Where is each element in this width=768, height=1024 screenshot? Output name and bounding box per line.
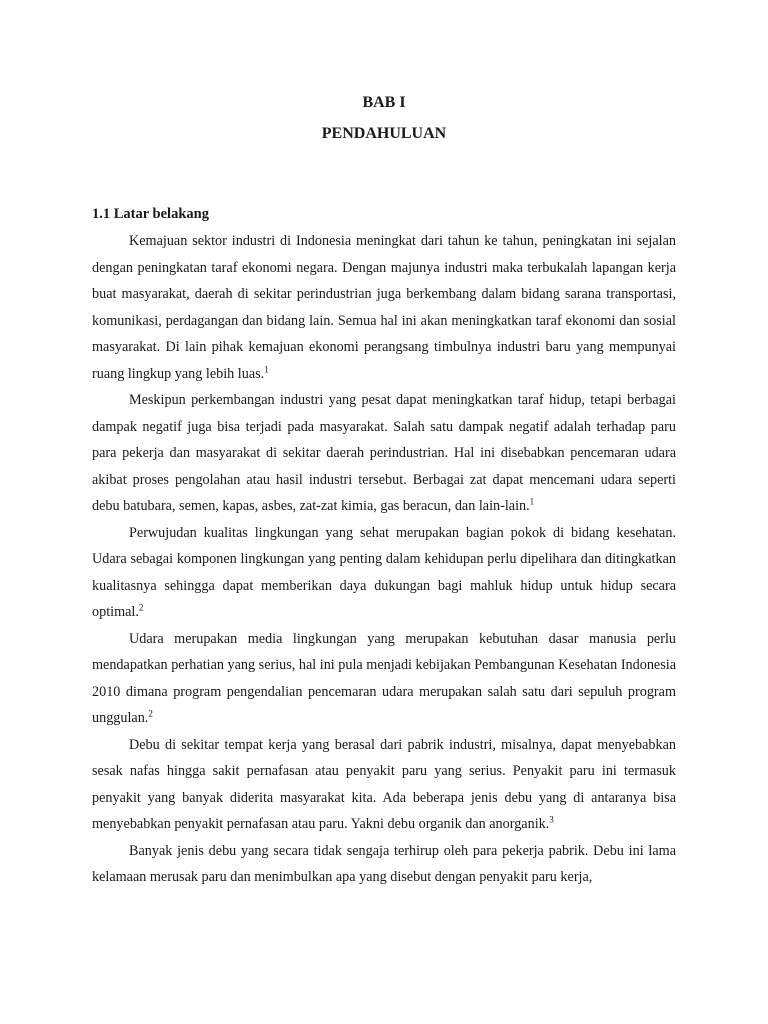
paragraph-5 <box>92 732 676 838</box>
paragraph-4 <box>92 626 676 732</box>
paragraph-text: Kemajuan sektor industri di Indonesia meningkat dari tahun ke tahun, peningkatan ini sejalan dengan peningkatan taraf ekonomi negara. Dengan majunya industri maka terbukalah lapangan kerja buat masyarakat, daerah di sekitar perindustrian juga berkembang dalam bidang sarana transportasi, komunikasi, perdagangan dan bidang lain. Semua hal ini akan meningkatkan taraf ekonomi dan sosial masyarakat. Di lain pihak kemajuan ekonomi perangsang timbulnya industri baru yang mempunyai ruang lingkup yang lebih luas. <box>92 233 676 382</box>
paragraph-text: Udara merupakan media lingkungan yang merupakan kebutuhan dasar manusia perlu mendapatkan perhatian yang serius, hal ini pula menjadi kebijakan Pembangunan Kesehatan Indonesia 2010 dimana program pengendalian pencemaran udara merupakan salah satu dari sepuluh program unggulan. <box>92 630 676 726</box>
paragraph-6 <box>92 838 676 891</box>
footnote-marker: 2 <box>138 602 144 613</box>
body-text <box>92 228 676 891</box>
footnote-marker: 3 <box>549 814 554 825</box>
footnote-marker: 1 <box>529 496 535 507</box>
section-heading: 1.1 Latar belakang <box>92 206 209 222</box>
footnote-marker: 2 <box>148 708 153 719</box>
paragraph-text: Banyak jenis debu yang secara tidak sengaja terhirup oleh para pekerja pabrik. Debu ini lama kelamaan merusak paru dan menimbulkan apa yang disebut dengan penyakit paru kerja, <box>92 842 676 885</box>
paragraph-text: Debu di sekitar tempat kerja yang berasal dari pabrik industri, misalnya, dapat menyebabkan sesak nafas hingga sakit pernafasan atau penyakit paru yang serius. Penyakit paru ini termasuk penyakit yang banyak diderita masyarakat kita. Ada beberapa jenis debu yang di antaranya bisa menyebabkan penyakit pernafasan atau paru. Yakni debu organik dan anorganik. <box>92 736 676 832</box>
chapter-title: PENDAHULUAN <box>321 125 447 142</box>
chapter-number: BAB I <box>362 94 406 111</box>
paragraph-2 <box>92 387 676 520</box>
paragraph-3 <box>92 520 676 626</box>
footnote-marker: 1 <box>264 363 269 374</box>
paragraph-text: Meskipun perkembangan industri yang pesat dapat meningkatkan taraf hidup, tetapi berbagai dampak negatif juga bisa terjadi pada masyarakat. Salah satu dampak negatif adalah terhadap paru para pekerja dan masyarakat di sekitar daerah perindustrian. Hal ini disebabkan pencemaran udara akibat proses pengolahan atau hasil industri tersebut. Berbagai zat dapat mencemani udara seperti debu batubara, semen, kapas, asbes, zat-zat kimia, gas beracun, dan lain-lain. <box>92 392 676 514</box>
paragraph-1 <box>92 228 676 387</box>
paragraph-text: Perwujudan kualitas lingkungan yang sehat merupakan bagian pokok di bidang kesehatan. Udara sebagai komponen lingkungan yang penting dalam kehidupan perlu dipelihara dan ditingkatkan kualitasnya sehingga dapat memberikan daya dukungan bagi mahluk hidup untuk hidup secara optimal. <box>92 524 676 620</box>
